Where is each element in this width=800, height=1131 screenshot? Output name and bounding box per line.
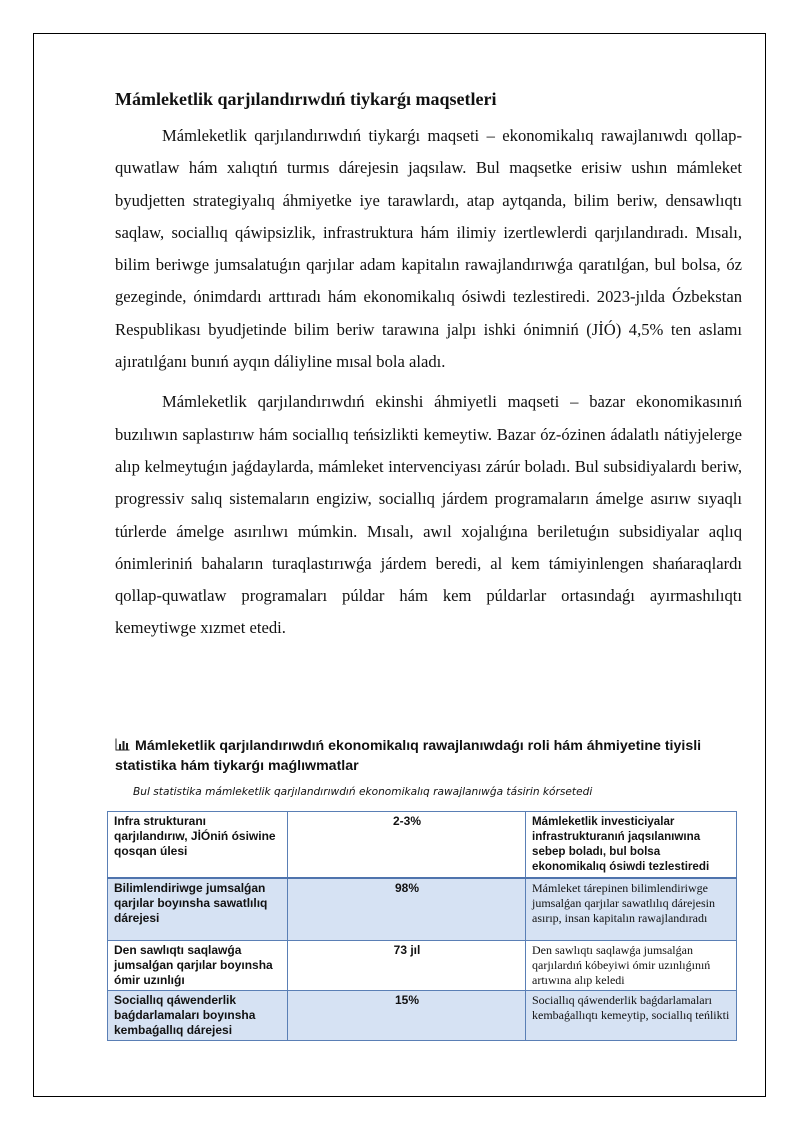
statistics-title bbox=[115, 736, 742, 776]
row-description: Mámleketlik investiciyalar infrastrukturanıń jaqsılanıwına sebep boladı, bul bolsa ekonomikalıq ósiwdi tezlestiredi bbox=[526, 812, 737, 878]
paragraph-1: Mámleketlik qarjılandırıwdıń tiykarǵı maqseti – ekonomikalıq rawajlanıwdı qollap-quwatlaw hám xalıqtıń turmıs dárejesin jaqsılaw. Bul maqsetke erisiw ushın mámleket byudjetten strategiyalıq áhmiyetke iye tarawlardı, atap aytqanda, bilim beriw, densawlıqtı saqlaw, sociallıq qáwipsizlik, infrastruktura hám ilimiy izertlewlerdi qarjılandıradı. Mısalı, bilim beriwge jumsalatuǵın qarjılar adam kapitalın rawajlandırıwǵa qaratılǵan, bul bolsa, óz gezeginde, ónimdardı arttıradı hám ekonomikalıq ósiwdi tezlestiredi. 2023-jılda Ózbekstan Respublikası byudjetinde bilim beriw tarawına jalpı ishki ónimniń (JİÓ) 4,5% ten aslamı ajıratılǵanı bunıń ayqın dáliyline mısal bola aladı. bbox=[115, 126, 742, 372]
row-description: Sociallıq qáwenderlik baǵdarlamaları kembaǵallıqtı kemeytip, sociallıq teńlikti bbox=[526, 991, 737, 1041]
table-row bbox=[108, 941, 737, 991]
statistics-title-text: Mámleketlik qarjılandırıwdıń ekonomikalıq rawajlanıwdaǵı roli hám áhmiyetine tiyisli statistika hám tiykarǵı maǵlıwmatlar bbox=[115, 738, 702, 774]
statistics-table bbox=[107, 811, 737, 1041]
table-row bbox=[108, 991, 737, 1041]
paragraph-2: Mámleketlik qarjılandırıwdıń ekinshi áhmiyetli maqseti – bazar ekonomikasınıń buzılıwın saplastırıw hám sociallıq teńsizlikti kemeytiw. Bazar óz-ózinen ádalatlı nátiyjelerge alıp kelmeytuǵın jaǵdaylarda, mámleket intervenciyası zárúr boladı. Bul subsidiyalardı beriw, progressiv salıq sistemaların engiziw, sociallıq járdem programaların ámelge asırıw sıyaqlı túrlerde ámelge asırılıwı múmkin. Mısalı, awıl xojalıǵına beriletuǵın subsidiyalar aqlıq ónimleriniń bahaların turaqlastırıwǵa járdem beredi, al kem támiyinlengen shańaraqlardı qollap-quwatlaw programaları púldar hám kem púldarlar ortasındaǵı ayırmashılıqtı kemeytiwge xızmet etedi. bbox=[115, 392, 742, 638]
statistics-caption: Bul statistika mámleketlik qarjılandırıwdıń ekonomikalıq rawajlanıwǵa tásirin kórsetedi bbox=[133, 786, 593, 798]
row-label: Bilimlendiriwge jumsalǵan qarjılar boyınsha sawatlılıq dárejesi bbox=[108, 878, 288, 941]
table-row bbox=[108, 878, 737, 941]
row-label: Sociallıq qáwenderlik baǵdarlamaları boyınsha kembaǵallıq dárejesi bbox=[108, 991, 288, 1041]
row-description: Mámleket tárepinen bilimlendiriwge jumsalǵan qarjılar sawatlılıq dárejesin asırıp, insan kapitalın rawajlandıradı bbox=[526, 878, 737, 941]
row-value: 15% bbox=[288, 991, 526, 1041]
row-value: 98% bbox=[288, 878, 526, 941]
bar-chart-icon bbox=[115, 737, 130, 750]
row-label: Den sawlıqtı saqlawǵa jumsalǵan qarjılar boyınsha ómir uzınlıǵı bbox=[108, 941, 288, 991]
row-description: Den sawlıqtı saqlawǵa jumsalǵan qarjılardıń kóbeyiwi ómir uzınlıǵınıń artıwına alıp keledi bbox=[526, 941, 737, 991]
document-body bbox=[115, 86, 742, 653]
table-row bbox=[108, 812, 737, 878]
row-value: 2-3% bbox=[288, 812, 526, 878]
row-label: Infra strukturanı qarjılandırıw, JİÓniń ósiwine qosqan úlesi bbox=[108, 812, 288, 878]
row-value: 73 jıl bbox=[288, 941, 526, 991]
section-heading: Mámleketlik qarjılandırıwdıń tiykarǵı maqsetleri bbox=[115, 89, 497, 109]
